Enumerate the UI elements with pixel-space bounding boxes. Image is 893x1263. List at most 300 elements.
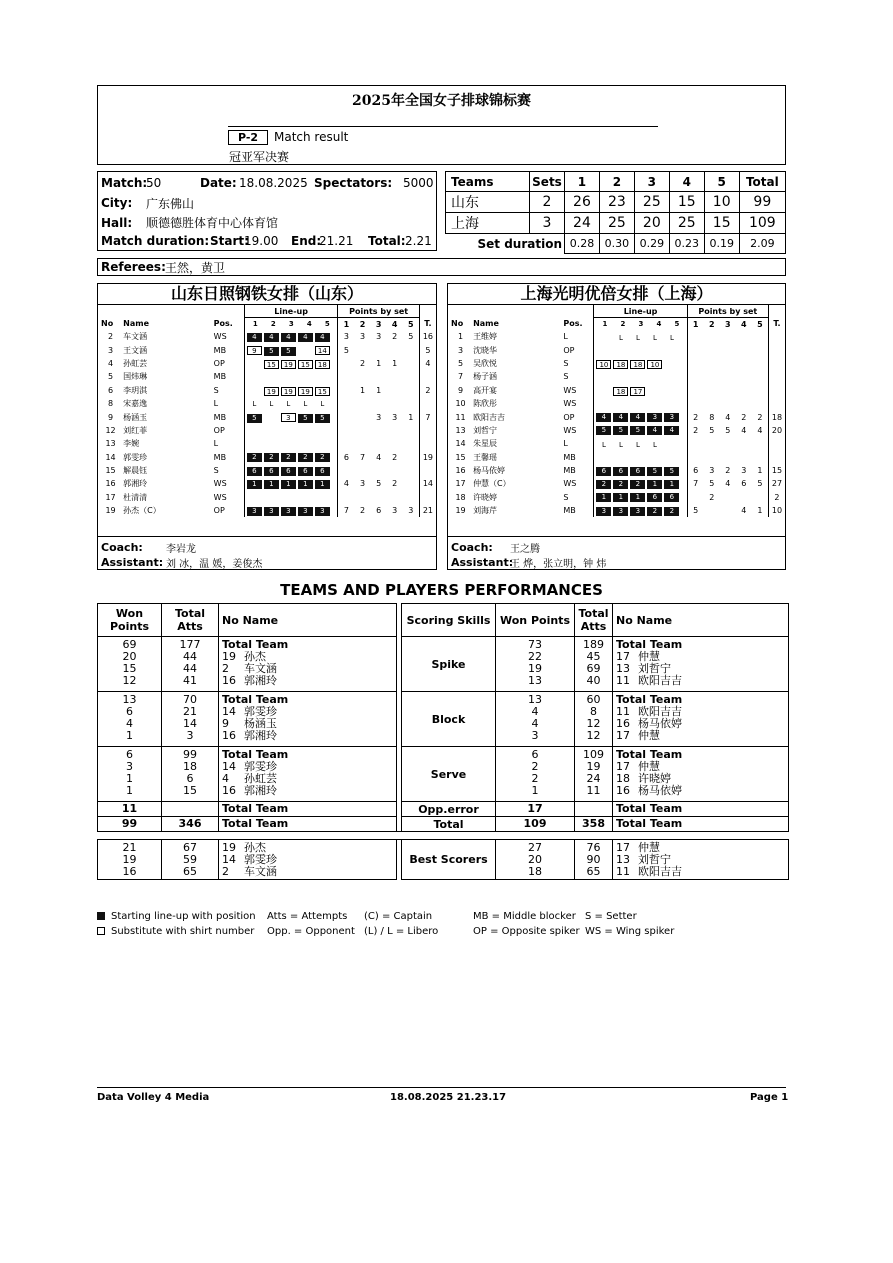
- points-by-set: [704, 330, 720, 343]
- lineup-empty: [264, 411, 279, 420]
- team-b-table: [448, 305, 785, 517]
- player-name: 郭雯珍: [244, 853, 277, 866]
- points-by-set: 4: [725, 412, 731, 422]
- assistant-names: 王 烨，张立明，钟 炜: [510, 559, 607, 570]
- player-name: 欧阳吉吉: [473, 412, 506, 422]
- team-a-table: [98, 305, 436, 517]
- player-number: 16: [616, 717, 630, 730]
- total-atts-line: 15: [183, 784, 197, 797]
- player-number: 16: [222, 729, 236, 742]
- points-by-set: [736, 357, 752, 370]
- player-number: 13: [455, 425, 466, 435]
- points-by-set: [387, 491, 403, 504]
- points-by-set: [354, 370, 370, 383]
- player-total-points: 21: [419, 504, 436, 517]
- player-number: 5: [108, 372, 114, 382]
- legend-opp: Opp. = Opponent: [267, 926, 355, 937]
- score-header: 4: [669, 172, 704, 192]
- player-number: 14: [222, 705, 236, 718]
- points-by-set: 3: [392, 412, 398, 422]
- player-number: 8: [108, 399, 114, 409]
- score-header: Sets: [530, 172, 565, 192]
- won-points-line: 16: [122, 865, 137, 878]
- points-by-set: [720, 343, 736, 356]
- total-atts-line: 41: [183, 674, 197, 687]
- player-number: 18: [455, 492, 466, 502]
- points-by-set: 3: [741, 466, 747, 476]
- lineup-empty: [664, 438, 679, 447]
- points-by-set: [704, 504, 720, 517]
- lineup-empty: [630, 398, 645, 407]
- player-lineup: [594, 424, 687, 437]
- starting-position-marker: 6: [596, 467, 611, 476]
- total-row: [98, 817, 789, 832]
- won-points-line: 19: [122, 853, 137, 866]
- won-points-line: 21: [122, 841, 137, 854]
- player-number: 2: [108, 332, 114, 342]
- player-name: 郭湘玲: [123, 479, 148, 489]
- lineup-empty: [647, 452, 662, 461]
- player-lineup: [594, 464, 687, 477]
- starting-position-marker: 4: [315, 333, 330, 342]
- starting-position-marker: 1: [281, 480, 296, 489]
- set-number-header: 4: [306, 320, 312, 328]
- player-name: 孙杰（C）: [123, 506, 161, 516]
- coach-label: Coach:: [451, 541, 493, 554]
- starting-position-marker: 6: [264, 467, 279, 476]
- points-by-set: [338, 357, 355, 370]
- player-name: 欧阳吉吉: [638, 865, 682, 878]
- points-set-header: 3: [725, 319, 731, 329]
- player-position: S: [213, 385, 219, 395]
- player-lineup: [244, 330, 338, 343]
- name-header: Name: [123, 319, 149, 329]
- won-points-line: 4: [531, 705, 539, 718]
- player-name: 刘海芹: [473, 506, 498, 516]
- starting-position-marker: 1: [247, 480, 262, 489]
- points-by-set: 4: [725, 479, 731, 489]
- points-by-set: 2: [687, 410, 704, 423]
- points-by-set: 1: [408, 412, 414, 422]
- lineup-empty: [264, 492, 279, 501]
- player-lineup: [594, 451, 687, 464]
- lineup-empty: [613, 345, 628, 354]
- points-by-set: 1: [376, 358, 382, 368]
- lineup-empty: [247, 438, 262, 447]
- set-number-header: 2: [620, 320, 626, 328]
- player-number: 10: [455, 399, 466, 409]
- team-name-cell: 上海: [446, 213, 530, 234]
- points-by-set: 2: [359, 506, 366, 516]
- starting-position-marker: 5: [281, 347, 296, 356]
- total-atts-line: 19: [586, 760, 601, 773]
- set-duration-cell: 0.23: [669, 234, 704, 254]
- total-atts-line: 189: [583, 638, 604, 651]
- lineup-empty: [596, 371, 611, 380]
- points-by-set: 5: [757, 479, 763, 489]
- player-row: [98, 451, 436, 464]
- empty-square-icon: [97, 927, 105, 935]
- player-total-points: [768, 384, 785, 397]
- substitute-marker: 3: [281, 413, 296, 422]
- points-by-set: [720, 451, 736, 464]
- pos-header: Pos.: [563, 319, 583, 329]
- points-by-set: 2: [392, 479, 398, 489]
- player-lineup: [244, 464, 338, 477]
- points-by-set: [387, 343, 403, 356]
- won-points-line: 1: [531, 784, 539, 797]
- footer-left: Data Volley 4 Media: [97, 1092, 210, 1103]
- player-position: L: [213, 399, 219, 409]
- starting-position-marker: 1: [315, 480, 330, 489]
- player-row: [448, 437, 785, 450]
- points-by-set: 6: [741, 479, 747, 489]
- won-points-header: Won Points: [496, 604, 575, 637]
- player-name: 刘哲宁: [638, 853, 671, 866]
- points-by-set: 7: [687, 477, 704, 490]
- total-atts: [162, 692, 219, 747]
- legend-atts: Atts = Attempts: [267, 911, 348, 922]
- player-number: 14: [222, 760, 236, 773]
- lineup-empty: [281, 438, 296, 447]
- points-by-set: [354, 437, 370, 450]
- player-number: 17: [616, 841, 630, 854]
- player-number: 18: [616, 772, 630, 785]
- player-number: 4: [222, 772, 229, 785]
- team-b-roster: [447, 283, 786, 570]
- total-atts-line: 90: [586, 853, 601, 866]
- player-number: 11: [455, 412, 466, 422]
- lineup-empty: [264, 425, 279, 434]
- player-number: 1: [457, 332, 464, 342]
- team-b-coach-section: [448, 536, 785, 571]
- points-by-set: [752, 397, 769, 410]
- total-atts-line: 44: [183, 662, 197, 675]
- substitute-marker: 10: [596, 360, 611, 369]
- substitute-marker: 9: [247, 346, 262, 355]
- points-by-set: 2: [725, 466, 731, 476]
- player-row: [98, 464, 436, 477]
- lineup-empty: L: [601, 440, 606, 449]
- points-by-set: [687, 330, 704, 343]
- set-number-header: 5: [674, 320, 680, 328]
- referees-box: [97, 258, 786, 276]
- won-points-line: 22: [528, 650, 542, 663]
- lineup-empty: [247, 371, 262, 380]
- starting-position-marker: 1: [264, 480, 279, 489]
- player-number: 14: [455, 439, 466, 449]
- lineup-empty: L: [618, 440, 623, 449]
- lineup-header: Line-up: [594, 305, 687, 318]
- player-number: 19: [455, 506, 466, 516]
- points-by-set: [403, 424, 420, 437]
- player-position: S: [563, 492, 569, 502]
- points-by-set: [338, 384, 355, 397]
- points-set-header: 4: [741, 319, 747, 329]
- team-b-name: 上海光明优倍女排（上海）: [448, 284, 785, 305]
- player-position: WS: [213, 492, 227, 502]
- lineup-empty: L: [320, 399, 325, 408]
- starting-position-marker: 2: [264, 453, 279, 462]
- total-atts-line: 21: [183, 705, 197, 718]
- starting-position-marker: 4: [630, 413, 645, 422]
- set-number-header: 1: [252, 320, 258, 328]
- opp-row: [98, 802, 789, 817]
- total-score-cell: 109: [739, 213, 785, 234]
- player-lineup: [244, 343, 338, 356]
- points-by-set: [403, 370, 420, 383]
- total-atts-line: 109: [583, 748, 604, 761]
- points-by-set: [704, 437, 720, 450]
- player-row: [448, 477, 785, 490]
- player-position: WS: [563, 479, 577, 489]
- won-points: 17: [496, 802, 575, 817]
- total-team-label: Total Team: [616, 638, 683, 651]
- player-position: MB: [213, 452, 227, 462]
- substitute-marker: 19: [298, 387, 313, 396]
- lineup-empty: [596, 331, 611, 340]
- total-team-label: Total Team: [222, 693, 289, 706]
- skill-row: [98, 747, 789, 802]
- starting-position-marker: 6: [298, 467, 313, 476]
- coach-label: Coach:: [101, 541, 143, 554]
- points-by-set: [371, 424, 387, 437]
- player-line: [222, 675, 396, 687]
- points-by-set: 1: [359, 385, 366, 395]
- points-by-set: [387, 464, 403, 477]
- points-by-set: 1: [392, 358, 398, 368]
- won-points: [496, 840, 575, 880]
- lineup-empty: [596, 345, 611, 354]
- points-by-set: [403, 451, 420, 464]
- won-points-line: 3: [126, 760, 133, 773]
- won-points-line: 73: [528, 638, 542, 651]
- score-table: [445, 171, 786, 254]
- sets-cell: 2: [530, 192, 565, 213]
- starting-position-marker: 4: [647, 426, 662, 435]
- score-row: [446, 213, 786, 234]
- player-number: 13: [105, 439, 116, 449]
- lineup-empty: [664, 398, 679, 407]
- points-by-set: [371, 464, 387, 477]
- player-lineup: [594, 437, 687, 450]
- starting-position-marker: 6: [247, 467, 262, 476]
- starting-position-marker: 4: [247, 333, 262, 342]
- points-by-set: [354, 410, 370, 423]
- player-number: 11: [616, 674, 630, 687]
- player-total-points: [419, 491, 436, 504]
- player-total-points: 10: [768, 504, 785, 517]
- player-lineup: [244, 477, 338, 490]
- starting-position-marker: 3: [298, 507, 313, 516]
- points-by-set: [687, 437, 704, 450]
- starting-position-marker: 6: [315, 467, 330, 476]
- won-points-line: 1: [126, 772, 133, 785]
- total-atts: 346: [162, 817, 219, 832]
- won-points-line: 1: [126, 784, 133, 797]
- lineup-empty: L: [669, 333, 674, 342]
- points-by-set: [720, 491, 736, 504]
- points-header: Points by set: [338, 305, 419, 318]
- player-lineup: [244, 384, 338, 397]
- player-name: 孙杰: [244, 650, 266, 663]
- players-left: [219, 747, 397, 802]
- substitute-marker: 15: [298, 360, 313, 369]
- player-name: 朱星辰: [473, 439, 498, 449]
- points-by-set: 4: [338, 477, 355, 490]
- player-lineup: [244, 491, 338, 504]
- player-number: 7: [457, 372, 464, 382]
- total-atts-line: 12: [586, 729, 601, 742]
- player-total-points: [768, 330, 785, 343]
- starting-position-marker: 1: [664, 480, 679, 489]
- starting-position-marker: 6: [664, 493, 679, 502]
- won-points-line: 1: [126, 729, 133, 742]
- points-by-set: [704, 357, 720, 370]
- player-name: 仲慧: [638, 650, 660, 663]
- perf-header-row: [98, 604, 789, 637]
- referees-value: 王然，黄卫: [165, 261, 226, 275]
- skill-name: Serve: [402, 747, 496, 802]
- player-lineup: [594, 370, 687, 383]
- player-row: [98, 357, 436, 370]
- player-total-points: 20: [768, 424, 785, 437]
- city-value: 广东佛山: [146, 197, 195, 211]
- starting-position-marker: 5: [264, 347, 279, 356]
- header-box: [97, 85, 786, 165]
- player-name: 吴欣悦: [473, 358, 498, 368]
- won-points-line: 69: [122, 638, 137, 651]
- starting-position-marker: 2: [596, 480, 611, 489]
- player-name: 许晓婷: [638, 772, 671, 785]
- substitute-marker: 18: [613, 387, 628, 396]
- assistant-label: Assistant:: [451, 556, 514, 569]
- won-points: [98, 637, 162, 692]
- points-by-set: 2: [359, 358, 366, 368]
- player-total-points: 18: [768, 410, 785, 423]
- points-by-set: [371, 437, 387, 450]
- player-name: 欧阳吉吉: [638, 674, 682, 687]
- player-total-points: [768, 370, 785, 383]
- points-by-set: [720, 504, 736, 517]
- won-points-line: 20: [528, 853, 542, 866]
- points-by-set: [687, 491, 704, 504]
- lineup-empty: [315, 492, 330, 501]
- team-a-coach-section: [98, 536, 436, 571]
- points-by-set: [371, 343, 387, 356]
- player-number: 17: [616, 729, 630, 742]
- substitute-marker: 19: [281, 387, 296, 396]
- total-header: T.: [768, 318, 785, 331]
- points-by-set: 2: [757, 412, 763, 422]
- player-number: 6: [108, 385, 114, 395]
- player-name: 孙虹芸: [244, 772, 277, 785]
- player-row: [98, 477, 436, 490]
- name-header: Name: [473, 319, 499, 329]
- starting-position-marker: 5: [664, 467, 679, 476]
- no-name-header: No Name: [219, 604, 397, 637]
- performances-title: TEAMS AND PLAYERS PERFORMANCES: [280, 581, 603, 599]
- lineup-empty: [315, 425, 330, 434]
- player-row: [448, 397, 785, 410]
- player-total-points: [768, 357, 785, 370]
- won-points-line: 3: [531, 729, 539, 742]
- player-row: [448, 424, 785, 437]
- lineup-empty: [247, 385, 262, 394]
- lineup-empty: [613, 398, 628, 407]
- player-position: OP: [213, 506, 225, 516]
- points-by-set: [752, 384, 769, 397]
- skill-row: [98, 637, 789, 692]
- player-lineup: [594, 491, 687, 504]
- lineup-empty: [647, 345, 662, 354]
- starting-position-marker: 6: [281, 467, 296, 476]
- duration-label: Match duration:: [101, 234, 210, 248]
- player-position: S: [563, 372, 569, 382]
- lineup-empty: [647, 385, 662, 394]
- player-name: 王馨瑶: [473, 452, 498, 462]
- player-position: OP: [563, 345, 575, 355]
- points-by-set: 5: [709, 425, 715, 435]
- total-atts-line: 45: [586, 650, 601, 663]
- starting-position-marker: 5: [315, 414, 330, 423]
- points-by-set: [687, 357, 704, 370]
- set-score-cell: 20: [634, 213, 669, 234]
- points-by-set: [704, 451, 720, 464]
- points-set-header: 1: [687, 318, 704, 331]
- player-number: 19: [105, 506, 116, 516]
- spectators-value: 5000: [403, 176, 434, 190]
- legend-substitute: [97, 926, 254, 937]
- total-atts-line: 11: [586, 784, 601, 797]
- starting-position-marker: 1: [630, 493, 645, 502]
- player-name: 郭湘玲: [244, 784, 277, 797]
- player-number: 2: [222, 865, 229, 878]
- won-points-line: 13: [122, 693, 137, 706]
- player-position: OP: [213, 358, 225, 368]
- title-rule: [228, 126, 658, 127]
- total-atts-line: 59: [183, 853, 197, 866]
- points-by-set: [720, 437, 736, 450]
- set-duration-cell: 0.19: [704, 234, 739, 254]
- coach-name: 李岩龙: [166, 544, 196, 555]
- player-name: 车文涵: [123, 332, 148, 342]
- player-row: [98, 424, 436, 437]
- players-left: [219, 637, 397, 692]
- starting-position-marker: 3: [247, 507, 262, 516]
- team-a-name: 山东日照钢铁女排（山东）: [98, 284, 436, 305]
- player-name: 孙杰: [244, 841, 266, 854]
- points-by-set: 3: [392, 506, 398, 516]
- substitute-marker: 18: [613, 360, 628, 369]
- points-by-set: [387, 424, 403, 437]
- player-total-points: 15: [768, 464, 785, 477]
- player-position: WS: [563, 385, 577, 395]
- score-header: 3: [634, 172, 669, 192]
- match-no: 50: [146, 176, 162, 190]
- points-by-set: [371, 370, 387, 383]
- total-atts: [575, 802, 613, 817]
- substitute-marker: 10: [647, 360, 662, 369]
- lineup-empty: L: [269, 399, 274, 408]
- player-lineup: [594, 477, 687, 490]
- player-line: [222, 866, 396, 878]
- player-name: 车文涵: [244, 662, 277, 675]
- player-name: 杨马依婷: [473, 466, 506, 476]
- points-by-set: [387, 397, 403, 410]
- set-score-cell: 23: [599, 192, 634, 213]
- assistant-names: 刘 冰，温 媛，姜俊杰: [166, 559, 263, 570]
